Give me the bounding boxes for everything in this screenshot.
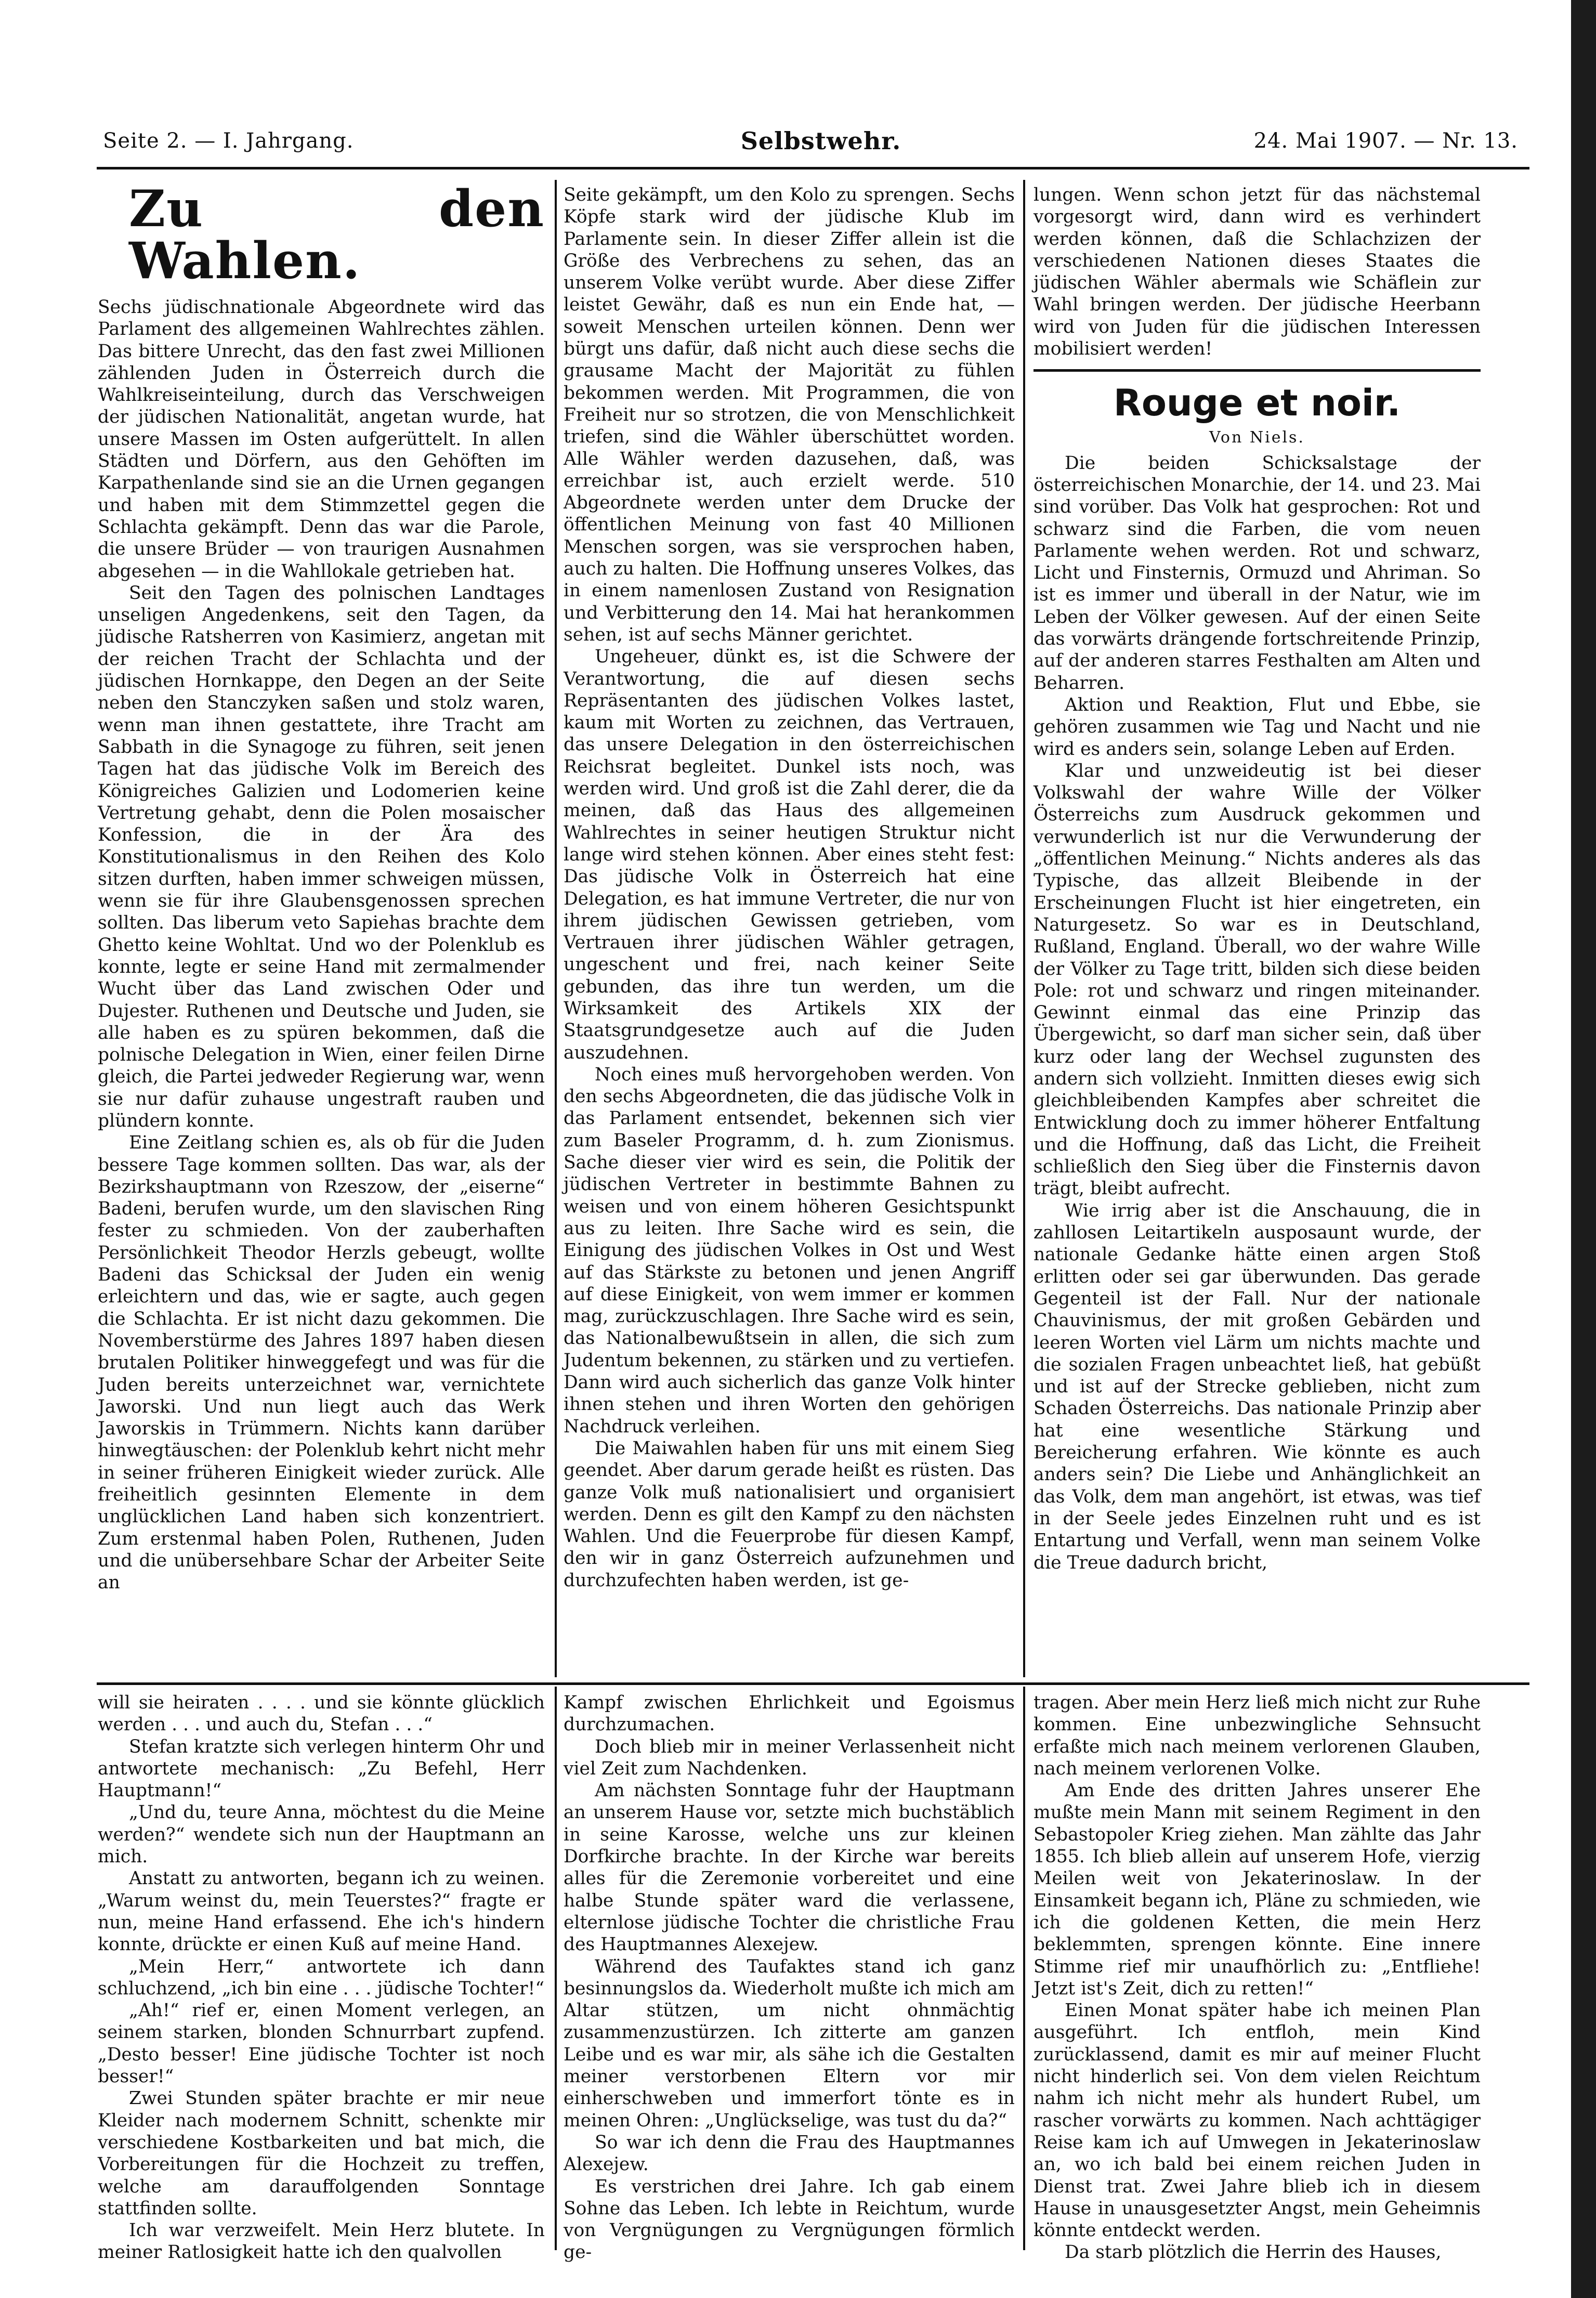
paragraph: Kampf zwischen Ehrlichkeit und Egoismus durchzumachen. <box>564 1692 1015 1735</box>
paragraph: Einen Monat später habe ich meinen Plan ausgeführt. Ich entfloh, mein Kind zurücklassend, damit es mir auf meiner Flucht nicht hinderlich sei. Von dem vielen Reichtum nahm ich nicht mehr als hundert Rubel, um rascher vorwärts zu kommen. Nach achttägiger Reise kam ich auf Umwegen in Jekaterinoslaw an, wo ich bald bei einem reichen Juden in Dienst trat. Zwei Jahre blieb ich in diesem Hause in unausgesetzter Angst, mein Geheimnis könnte entdeckt werden. <box>1034 2000 1481 2241</box>
paragraph: Zwei Stunden später brachte er mir neue Kleider nach modernem Schnitt, schenkte mir verschiedene Kostbarkeiten und bat mich, die Vorbereitungen für die Hochzeit zu treffen, welche am darauffolgenden Sonntage stattfinden sollte. <box>98 2088 545 2219</box>
paragraph: Ich war verzweifelt. Mein Herz blutete. In meiner Ratlosigkeit hatte ich den qualvollen <box>98 2220 545 2263</box>
paragraph: Wie irrig aber ist die Anschauung, die in zahllosen Leitartikeln ausposaunt wurde, der nationale Gedanke hätte einen argen Stoß erlitten oder sei gar überwunden. Das gerade Gegenteil ist der Fall. Nur der nationale Chauvinismus, der mit großen Gebärden und leeren Worten viel Lärm um nichts machte und die sozialen Fragen unbeachtet ließ, hat gebüßt und ist auf der Strecke geblieben, nicht zum Schaden Österreichs. Das nationale Prinzip aber hat eine wesentliche Stärkung und Bereicherung erfahren. Wie könnte es auch anders sein? Die Liebe und Anhänglichkeit an das Volk, dem man angehört, ist etwas, was tief in der Seele jedes Einzelnen ruht und es ist Entartung und Verfall, wenn man seinem Volke die Treue dadurch bricht, <box>1034 1200 1481 1573</box>
article-title: Zu den Wahlen. <box>129 179 545 290</box>
paragraph: „Und du, teure Anna, möchtest du die Meine werden?“ wendete sich nun der Hauptmann an mich. <box>98 1802 545 1868</box>
feuilleton-col3 <box>1034 1692 1481 2263</box>
paragraph: Stefan kratzte sich verlegen hinterm Ohr und antwortete mechanisch: „Zu Befehl, Herr Hauptmann!“ <box>98 1736 545 1801</box>
feuilleton-rule <box>97 1682 1529 1685</box>
paragraph: tragen. Aber mein Herz ließ mich nicht zur Ruhe kommen. Eine unbezwingliche Sehnsucht erfaßte mich nach meinem verlorenen Glauben, nach meinem verlorenen Volke. <box>1034 1692 1481 1779</box>
paragraph: Aktion und Reaktion, Flut und Ebbe, sie gehören zusammen wie Tag und Nacht und nie wird es anders sein, solange Leben auf Erden. <box>1034 694 1481 760</box>
paragraph: Es verstrichen drei Jahre. Ich gab einem Sohne das Leben. Ich lebte in Reichtum, wurde von Vergnügungen zu Vergnügungen förmlich ge- <box>564 2176 1015 2263</box>
paragraph: will sie heiraten . . . . und sie könnte glücklich werden . . . und auch du, Stefan . . .“ <box>98 1692 545 1735</box>
header-rule <box>97 167 1529 169</box>
article-title-rouge-et-noir: Rouge et noir. <box>1113 382 1401 425</box>
column-rule <box>1023 180 1025 1677</box>
paragraph: Sechs jüdischnationale Abgeordnete wird das Parlament des allgemeinen Wahlrechtes zählen. Das bittere Unrecht, das den fast zwei Millionen zählenden Juden in Österreich durch die Wahlkreiseinteilung, durch das Verschweigen der jüdischen Nationalität, angetan wurde, hat unsere Massen im Osten aufgerüttelt. In allen Städten und Dörfern, aus den Gehöften im Karpathenlande sind sie an die Urnen gegangen und haben mit dem Stimmzettel gegen die Schlachta gekämpft. Denn das war die Parole, die unsere Brüder — von traurigen Ausnahmen abgesehen — in die Wahllokale getrieben hat. <box>98 297 545 582</box>
feuilleton-col1 <box>98 1692 545 2263</box>
paragraph: Seite gekämpft, um den Kolo zu sprengen. Sechs Köpfe stark wird der jüdische Klub im Parlamente sein. In dieser Ziffer allein ist die Größe des Verbrechens zu sehen, das an unserem Volke verübt wurde. Aber diese Ziffer leistet Gewähr, daß es nun ein Ende hat, — soweit Menschen urteilen können. Denn wer bürgt uns dafür, daß nicht auch diese sechs die grausame Macht der Majorität zu fühlen bekommen werden. Mit Programmen, die von Freiheit nur so strotzen, die von Menschlichkeit triefen, sind die Wähler überschüttet worden. Alle Wähler werden dazusehen, daß, was erreichbar ist, auch erzielt werde. 510 Abgeordnete werden unter dem Drucke der öffentlichen Meinung von fast 40 Millionen Menschen sorgen, was sie versprochen haben, auch zu halten. Die Hoffnung unseres Volkes, das in einem namenlosen Zustand von Resignation und Verbitterung den 14. Mai hat herankommen sehen, ist auf sechs Männer gerichtet. <box>564 185 1015 645</box>
paragraph: Anstatt zu antworten, begann ich zu weinen. „Warum weinst du, mein Teuerstes?“ fragte er nun, meine Hand erfassend. Ehe ich's hindern konnte, drückte er einen Kuß auf meine Hand. <box>98 1868 545 1955</box>
page-header <box>103 129 1539 161</box>
feuilleton-col2 <box>564 1692 1015 2263</box>
header-date-issue: 24. Mai 1907. — Nr. 13. <box>1253 129 1518 153</box>
article-separator <box>1034 369 1481 372</box>
column-rule <box>555 1687 557 2250</box>
paragraph: Während des Taufaktes stand ich ganz besinnungslos da. Wiederholt mußte ich mich am Altar stützen, um nicht ohnmächtig zusammenzustürzen. Ich zitterte am ganzen Leibe und es war mir, als sähe ich die Gestalten meiner verstorbenen Eltern vor mir einherschweben und immerfort tönte es in meinen Ohren: „Unglückselige, was tust du da?“ <box>564 1956 1015 2131</box>
paragraph: Die beiden Schicksalstage der österreichischen Monarchie, der 14. und 23. Mai sind vorüber. Das Volk hat gesprochen: Rot und schwarz sind die Farben, die vom neuen Parlamente wehen werden. Rot und schwarz, Licht und Finsternis, Ormuzd und Ahriman. So ist es immer und überall in der Natur, wie im Leben der Völker gewesen. Auf der einen Seite das vorwärts drängende fortschreitende Prinzip, auf der anderen starres Festhalten am Alten und Beharren. <box>1034 452 1481 694</box>
header-page-number: Seite 2. — I. Jahrgang. <box>103 129 354 153</box>
paragraph: So war ich denn die Frau des Hauptmannes Alexejew. <box>564 2132 1015 2175</box>
paragraph: Doch blieb mir in meiner Verlassenheit nicht viel Zeit zum Nachdenken. <box>564 1736 1015 1779</box>
scan-edge <box>1571 0 1596 2298</box>
paragraph: Am Ende des dritten Jahres unserer Ehe mußte mein Mann mit seinem Regiment in den Sebastopoler Krieg ziehen. Man zählte das Jahr 1855. Ich blieb allein auf unserem Hofe, vierzig Meilen weit von Jekaterinoslaw. In der Einsamkeit begann ich, Pläne zu schmieden, wie ich die goldenen Ketten, die mein Herz beklemmten, sprengen könnte. Eine innere Stimme rief mir unaufhörlich zu: „Entfliehe! Jetzt ist's Zeit, dich zu retten!“ <box>1034 1780 1481 1999</box>
paragraph: Noch eines muß hervorgehoben werden. Von den sechs Abgeordneten, die das jüdische Volk in das Parlament entsendet, bekennen sich vier zum Baseler Programm, d. h. zum Zionismus. Sache dieser vier wird es sein, die Politik der jüdischen Vertreter in bestimmte Bahnen zu weisen und von einem höheren Gesichtspunkt aus zu leiten. Ihre Sache wird es sein, die Einigung des jüdischen Volkes in Ost und West auf das Stärkste zu betonen und jenen Angriff auf diese Einigkeit, von wem immer er kommen mag, zurückzuschlagen. Ihre Sache wird es sein, das Nationalbewußtsein in allen, die sich zum Judentum bekennen, zu stärken und zu vertiefen. Dann wird auch sicherlich das ganze Volk hinter ihnen stehen und ihren Worten den gehörigen Nachdruck verleihen. <box>564 1064 1015 1437</box>
paragraph: Eine Zeitlang schien es, als ob für die Juden bessere Tage kommen sollten. Das war, als der Bezirkshauptmann von Rzeszow, der „eiserne“ Badeni, berufen wurde, um den slavischen Ring fester zu schmieden. Von der zauberhaften Persönlichkeit Theodor Herzls gebeugt, wollte Badeni das Schicksal der Juden ein wenig erleichtern und das, wie er sagte, auch gegen die Schlachta. Er ist nicht dazu gekommen. Die Novemberstürme des Jahres 1897 haben diesen brutalen Politiker hinweggefegt und was für die Juden bereits unterzeichnet war, vernichtete Jaworski. Und nun liegt auch das Werk Jaworskis in Trümmern. Nichts kann darüber hinwegtäuschen: der Polenklub kehrt nicht mehr in seiner früheren Einigkeit wieder zurück. Alle freiheitlich gesinnten Elemente in dem unglücklichen Land haben sich konzentriert. Zum erstenmal haben Polen, Ruthenen, Juden und die unübersehbare Schar der Arbeiter Seite an <box>98 1132 545 1594</box>
paragraph: Die Maiwahlen haben für uns mit einem Sieg geendet. Aber darum gerade heißt es rüsten. Das ganze Volk muß nationalisiert und organisiert werden. Denn es gilt den Kampf zu den nächsten Wahlen. Und die Feuerprobe für diesen Kampf, den wir in ganz Österreich aufzunehmen und durchzufechten haben werden, ist ge- <box>564 1438 1015 1591</box>
column-rule <box>1023 1687 1025 2250</box>
paragraph: Am nächsten Sonntage fuhr der Hauptmann an unserem Hause vor, setzte mich buchstäblich in seine Karosse, welche uns zur kleinen Dorfkirche brachte. In der Kirche war bereits alles für die Zeremonie vorbereitet und eine halbe Stunde später ward die verlassene, elternlose jüdische Tochter die christliche Frau des Hauptmannes Alexejew. <box>564 1780 1015 1955</box>
column-rule <box>555 180 557 1677</box>
paragraph: Seit den Tagen des polnischen Landtages unseligen Angedenkens, seit den Tagen, da jüdische Ratsherren von Kasimierz, angetan mit der reichen Tracht der Schlachta und der jüdischen Hornkappe, den Degen an der Seite neben den Stanczyken saßen und stolz waren, wenn man ihnen gestattete, ihre Tracht am Sabbath in die Synagoge zu führen, seit jenen Tagen hat das jüdische Volk im Bereich des Königreiches Galizien und Lodomerien keine Vertretung gehabt, denn die Polen mosaischer Konfession, die in der Ära des Konstitutionalismus in den Reihen des Kolo sitzen durften, haben immer schweigen müssen, wenn sie für ihre Glaubensgenossen sprechen sollten. Das liberum veto Sapiehas brachte dem Ghetto keine Wohltat. Und wo der Polenklub es konnte, legte er seine Hand mit zermalmender Wucht über das Land zwischen Oder und Dujester. Ruthenen und Deutsche und Juden, sie alle haben es zu spüren bekommen, daß die polnische Delegation in Wien, einer feilen Dirne gleich, die Partei jedweder Regierung war, wenn sie nur dafür zuhause ungestraft rauben und plündern konnte. <box>98 582 545 1131</box>
byline: Von Niels. <box>1209 428 1305 447</box>
col3-upper <box>1034 184 1481 1677</box>
paragraph: „Mein Herr,“ antwortete ich dann schluchzend, „ich bin eine . . . jüdische Tochter!“ <box>98 1956 545 1999</box>
masthead: Selbstwehr. <box>740 127 901 155</box>
paragraph: Ungeheuer, dünkt es, ist die Schwere der Verantwortung, die auf diesen sechs Repräsentanten des jüdischen Volkes lastet, kaum mit Worten zu zeichnen, das Vertrauen, das unsere Delegation in den österreichischen Reichsrat begleitet. Dunkel ists noch, was werden wird. Und groß ist die Zahl derer, die da meinen, daß das Haus des allgemeinen Wahlrechtes in seiner heutigen Struktur nicht lange wird stehen können. Aber eines steht fest: Das jüdische Volk in Österreich hat eine Delegation, es hat immune Vertreter, die nur von ihrem jüdischen Gewissen getrieben, vom Vertrauen ihrer jüdischen Wähler getragen, ungeschent und frei, nach keiner Seite gebunden, das ihre tun werden, um die Wirksamkeit des Artikels XIX der Staatsgrundgesetze auch auf die Juden auszudehnen. <box>564 646 1015 1063</box>
paragraph: Klar und unzweideutig ist bei dieser Volkswahl der wahre Wille der Völker Österreichs zum Ausdruck gekommen und verwunderlich ist nur die Verwunderung der „öffentlichen Meinung.“ Nichts anderes als das Typische, das allzeit Bleibende in der Erscheinungen Flucht ist hier eingetreten, ein Naturgesetz. So war es in Deutschland, Rußland, England. Überall, wo der wahre Wille der Völker zu Tage tritt, bilden sich diese beiden Pole: rot und schwarz und ringen miteinander. Gewinnt einmal das eine Prinzip das Übergewicht, so darf man sicher sein, daß über kurz oder lang der Wechsel zugunsten des andern sich vollzieht. Inmitten dieses ewig sich gleichbleibenden Kampfes aber schreitet die Entwicklung doch zu immer höherer Entfaltung und die Hoffnung, daß das Licht, die Freiheit schließlich den Sieg über die Finsternis davon trägt, bleibt aufrecht. <box>1034 760 1481 1199</box>
paragraph: lungen. Wenn schon jetzt für das nächstemal vorgesorgt wird, dann wird es verhindert werden können, daß die Schlachzizen der verschiedenen Nationen dieses Staates die jüdischen Wähler abermals wie Schäflein zur Wahl bringen werden. Der jüdische Heerbann wird von Juden für die jüdischen Interessen mobilisiert werden! <box>1034 185 1481 360</box>
newspaper-page <box>93 119 1539 2263</box>
paragraph: „Ah!“ rief er, einen Moment verlegen, an seinem starken, blonden Schnurrbart zupfend. „Desto besser! Eine jüdische Tochter ist noch besser!“ <box>98 2000 545 2087</box>
article-wahlen-col2 <box>564 184 1015 1677</box>
article-wahlen-col1 <box>98 181 545 1677</box>
paragraph: Da starb plötzlich die Herrin des Hauses, <box>1065 2242 1442 2263</box>
